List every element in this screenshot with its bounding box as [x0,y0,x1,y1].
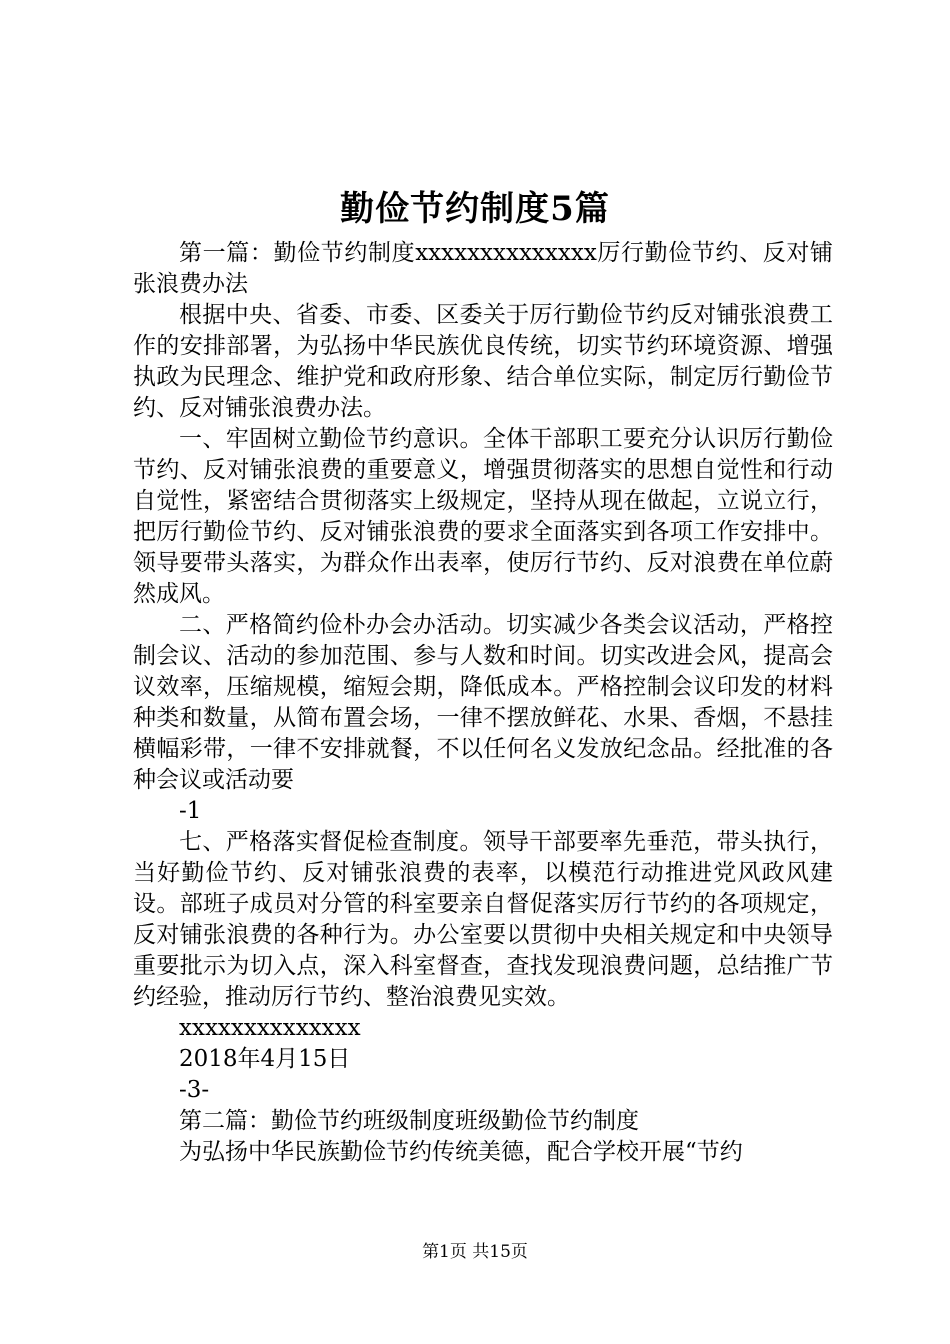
document-body [133,238,833,1168]
paragraph-section-one: 一、牢固树立勤俭节约意识。全体干部职工要充分认识厉行勤俭节约、反对铺张浪费的重要意义，增强贯彻落实的思想自觉性和行动自觉性，紧密结合贯彻落实上级规定，坚持从现在做起，立说立行，把厉行勤俭节约、反对铺张浪费的要求全面落实到各项工作安排中。领导要带头落实，为群众作出表率，使厉行节约、反对浪费在单位蔚然成风。 [133,426,833,607]
paragraph-intro: 根据中央、省委、市委、区委关于厉行勤俭节约反对铺张浪费工作的安排部署，为弘扬中华民族优良传统，切实节约环境资源、增强执政为民理念、维护党和政府形象、结合单位实际，制定厉行勤俭节约、反对铺张浪费办法。 [133,302,833,421]
page-marker-one: -1 [179,798,202,824]
paragraph-part-one-heading: 第一篇：勤俭节约制度xxxxxxxxxxxxxx厉行勤俭节约、反对铺张浪费办法 [133,240,833,297]
part-two-heading: 第二篇：勤俭节约班级制度班级勤俭节约制度 [179,1108,639,1134]
signature: xxxxxxxxxxxxxx [179,1015,361,1041]
page-footer: 第1页 共15页 [422,1242,528,1262]
paragraph-section-seven: 七、严格落实督促检查制度。领导干部要率先垂范，带头执行，当好勤俭节约、反对铺张浪费的表率，以模范行动推进党风政风建设。部班子成员对分管的科室要亲自督促落实厉行节约的各项规定，反对铺张浪费的各种行为。办公室要以贯彻中央相关规定和中央领导重要批示为切入点，深入科室督查，查找发现浪费问题，总结推广节约经验，推动厉行节约、整治浪费见实效。 [133,829,833,1010]
document-title: 勤俭节约制度5篇 [340,189,610,229]
page-marker-three: -3- [179,1077,210,1103]
document-date: 2018年4月15日 [179,1046,351,1072]
paragraph-part-two-start: 为弘扬中华民族勤俭节约传统美德，配合学校开展“节约 [179,1139,743,1165]
paragraph-section-two: 二、严格简约俭朴办会办活动。切实减少各类会议活动，严格控制会议、活动的参加范围、参与人数和时间。切实改进会风，提高会议效率，压缩规模，缩短会期，降低成本。严格控制会议印发的材料种类和数量，从简布置会场，一律不摆放鲜花、水果、香烟，不悬挂横幅彩带，一律不安排就餐，不以任何名义发放纪念品。经批准的各种会议或活动要 [133,612,833,793]
